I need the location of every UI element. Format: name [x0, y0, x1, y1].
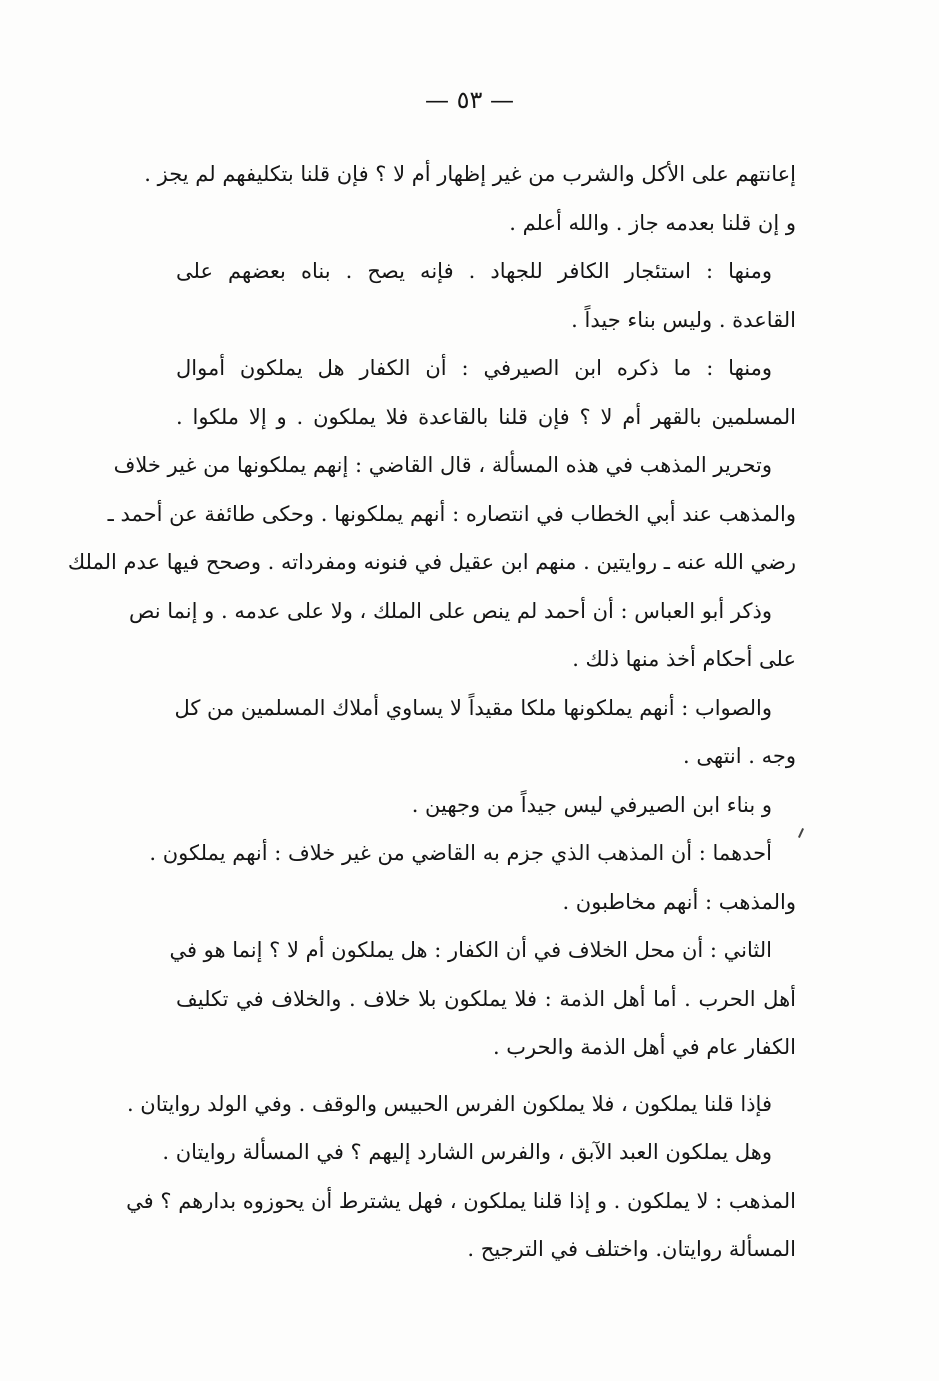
text-line: وهل يملكون العبد الآبق ، والفرس الشارد إليهم ؟ في المسألة روايتان .: [162, 1140, 772, 1164]
text-line: والمذهب عند أبي الخطاب في انتصاره : أنهم يملكونها . وحكى طائفة عن أحمد ـ: [107, 501, 796, 526]
text-line: فإذا قلنا يملكون ، فلا يملكون الفرس الحبيس والوقف . وفي الولد روايتان .: [126, 1091, 772, 1116]
text-line: و إن قلنا بعدمه جاز . والله أعلم .: [509, 210, 796, 235]
text-line: المسألة روايتان. واختلف في الترجيح .: [467, 1237, 796, 1261]
text-line: و بناء ابن الصيرفي ليس جيداً من وجهين .: [411, 792, 772, 817]
text-line: الثاني : أن محل الخلاف في أن الكفار : هل يملكون أم لا ؟ إنما هو في: [169, 938, 772, 962]
text-line: الكفار عام في أهل الذمة والحرب .: [492, 1035, 796, 1059]
text-line: والمذهب : أنهم مخاطبون .: [562, 889, 796, 914]
text-line: ومنها : استئجار الكافر للجهاد . فإنه يصح . بناه بعضهم على: [176, 259, 772, 283]
paragraph-gap: [176, 1072, 796, 1080]
text-line: والصواب : أنهم يملكونها ملكا مقيداً لا يساوي أملاك المسلمين من كل: [174, 695, 772, 720]
page-number: — ٥٣ —: [424, 86, 515, 114]
text-line: أحدهما : أن المذهب الذي جزم به القاضي من غير خلاف : أنهم يملكون .: [149, 841, 772, 865]
text-body: [67, 150, 796, 1274]
text-line: أهل الحرب . أما أهل الذمة : فلا يملكون بلا خلاف . والخلاف في تكليف: [176, 986, 796, 1011]
text-line: المسلمين بالقهر أم لا ؟ فإن قلنا بالقاعدة فلا يملكون . و إلا ملكوا .: [176, 404, 796, 429]
text-line: وتحرير المذهب في هذه المسألة ، قال القاضي : إنهم يملكونها من غير خلاف: [113, 453, 772, 477]
text-line: المذهب : لا يملكون . و إذا قلنا يملكون ، فهل يشترط أن يحوزوه بدارهم ؟ في: [126, 1188, 796, 1213]
text-line: إعانتهم على الأكل والشرب من غير إظهار أم لا ؟ فإن قلنا بتكليفهم لم يجز .: [144, 162, 796, 186]
stray-ink-mark: [798, 828, 804, 838]
text-line: على أحكام أخذ منها ذلك .: [572, 647, 796, 671]
text-line: رضي الله عنه ـ روايتين . منهم ابن عقيل في فنونه ومفرداته . وصحح فيها عدم الملك: [67, 550, 796, 574]
text-line: وذكر أبو العباس : أن أحمد لم ينص على الملك ، ولا على عدمه . و إنما نص: [129, 598, 772, 623]
text-line: القاعدة . وليس بناء جيداً .: [571, 307, 796, 332]
text-line: وجه . انتهى .: [683, 744, 796, 768]
text-line: ومنها : ما ذكره ابن الصيرفي : أن الكفار هل يملكون أموال: [176, 356, 772, 380]
